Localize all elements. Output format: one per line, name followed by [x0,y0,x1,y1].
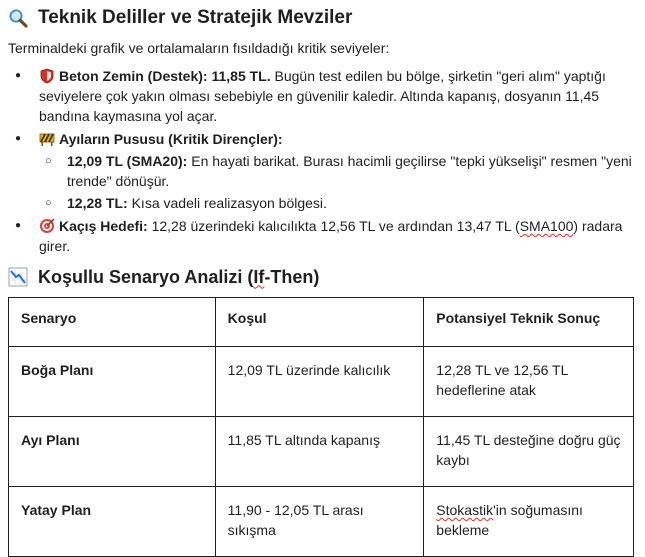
sublist-item-1228 [39,193,640,213]
escape-target-text-before: 12,28 üzerindeki kalıcılıkta 12,56 TL ve ardından 13,47 TL ( [151,218,520,234]
scenario-table [8,297,634,557]
scenario-result-rest: 'in soğumasını bekleme [436,502,583,538]
table-row [9,347,634,417]
table-row [9,417,634,487]
section-title [38,267,319,288]
header-scenario: Senaryo [9,298,216,347]
resistances-label: Ayıların Pususu (Kritik Dirençler): [59,131,283,147]
resistances-sublist [39,151,640,213]
scenario-result [424,487,634,557]
sma20-text: En hayati barikat. Burası hacimli geçilirse "tepki yükselişi" resmen "yeni trende" dönüşür. [67,153,632,189]
target-icon [39,218,55,234]
table-header-row [9,298,634,347]
sublist-item-sma20 [39,151,640,191]
support-label: Beton Zemin (Destek): 11,85 TL. [59,68,271,84]
sma20-label: 12,09 TL (SMA20): [67,153,188,169]
scenario-name: Boğa Planı [9,347,216,417]
escape-target-label: Kaçış Hedefi: [59,218,148,234]
chart-decreasing-icon [8,267,28,287]
list-item-support [0,66,640,126]
shield-icon [39,68,55,84]
level-1228-label: 12,28 TL: [67,195,128,211]
escape-target-text-mark: SMA100 [519,218,574,234]
level-1228-text: Kısa vadeli realizasyon bölgesi. [131,195,327,211]
section2-title-after: -Then) [264,266,320,287]
scenario-name: Ayı Planı [9,417,216,487]
escape-target-text-after: ) radara girer. [39,218,623,254]
section-heading-technical-evidence [8,4,352,32]
magnifying-glass-icon [8,8,28,28]
scenario-name: Yatay Plan [9,487,216,557]
section-title: Teknik Deliller ve Stratejik Mevziler [38,7,353,28]
support-text: Bugün test edilen bu bölge, şirketin "geri alım" yaptığı seviyelere çok yakın olması sebebiyle en güvenilir kaledir. Altında kapanış, dosyanın 11,45 bandına kaymasına yol açar. [39,68,606,124]
section2-title-mark: If [253,266,265,287]
scenario-result: 11,45 TL desteğine doğru güç kaybı [424,417,634,487]
scenario-condition: 11,85 TL altında kapanış [215,417,424,487]
scenario-result: 12,28 TL ve 12,56 TL hedeflerine atak [424,347,634,417]
intro-text: Terminaldeki grafik ve ortalamaların fısıldadığı kritik seviyeler: [8,40,390,56]
section2-title-before: Koşullu Senaryo Analizi ( [38,266,254,287]
construction-barrier-icon [39,131,55,147]
list-item-escape-target [0,216,640,256]
header-condition: Koşul [215,298,424,347]
scenario-condition: 12,09 TL üzerinde kalıcılık [215,347,424,417]
scenario-result-mark: Stokastik [436,502,494,518]
scenario-condition: 11,90 - 12,05 TL arası sıkışma [215,487,424,557]
list-item-resistances [0,129,640,213]
section-heading-scenario-analysis [8,264,319,290]
header-result: Potansiyel Teknik Sonuç [424,298,634,347]
table-row [9,487,634,557]
levels-list [0,66,640,259]
